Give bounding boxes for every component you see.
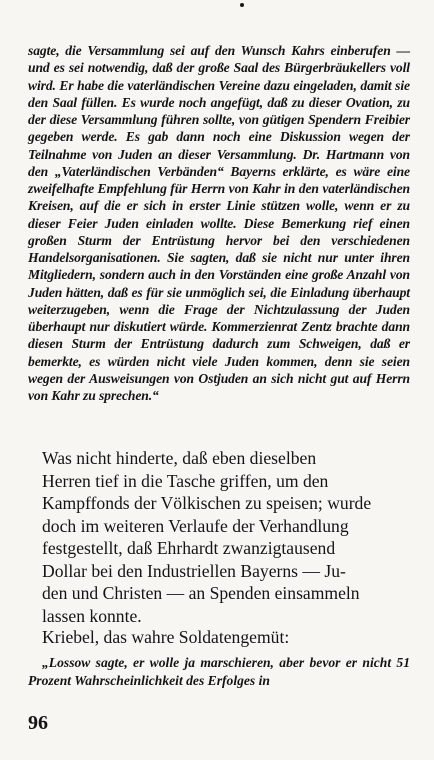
body-paragraph	[28, 447, 410, 627]
book-page	[28, 0, 410, 760]
section-heading: Kriebel, das wahre Soldatengemüt:	[42, 627, 290, 647]
body-line: Dollar bei den Industriellen Bayerns — Ju-	[42, 560, 346, 581]
ink-speck	[240, 3, 244, 7]
body-line: festgestellt, daß Ehrhardt zwanzigtausend	[42, 538, 336, 558]
body-line: Herren tief in die Tasche griffen, um den	[42, 470, 329, 491]
body-line: doch im weiteren Verlaufe der Verhandlung	[42, 515, 349, 536]
body-line: den und Christen — an Spenden einsammeln	[42, 583, 360, 603]
quoted-testimony-2: „Lossow sagte, er wolle ja marschieren, aber bevor er nicht 51 Prozent Wahrscheinlichkeit des Erfolges in	[28, 655, 410, 688]
page-number: 96	[28, 712, 48, 734]
quoted-testimony: sagte, die Versammlung sei auf den Wunsch Kahrs einberufen — und es sei notwendig, daß der große Saal des Bürgerbräukellers voll wird. Er habe die vaterländischen Vereine dazu eingeladen, damit sie den Saal füllen. Es wurde noch angefügt, daß zu dieser Ovation, zu der diese Versammlung führen sollte, von gütigen Spendern Freibier gegeben werde. Es gab dann noch eine Diskussion wegen der Teilnahme von Juden an dieser Versammlung. Dr. Hartmann von den „Vaterländischen Verbänden“ Bayerns erklärte, es wäre eine zweifelhafte Empfehlung für Herrn von Kahr in den vaterländischen Kreisen, auf die er sich in erster Linie stützen wolle, wenn er zu dieser Feier Juden einladen wollte. Diese Bemerkung rief einen großen Sturm der Entrüstung hervor bei den verschiedenen Handelsorganisationen. Sie sagten, daß sie nicht nur unter ihren Mitgliedern, sondern auch in den Vorständen eine große Anzahl von Juden hätten, daß es für sie unmöglich sei, die Einladung überhaupt weiterzugeben, wenn die Frage der Nichtzulassung der Juden überhaupt nur diskutiert würde. Kommerzienrat Zentz brachte dann diesen Sturm der Entrüstung dadurch zum Schweigen, daß er bemerkte, es würden nicht viele Juden kommen, denn sie seien wegen der Ausweisungen von Ostjuden an sich nicht gut auf Herrn von Kahr zu sprechen.“	[28, 43, 410, 403]
body-line: Was nicht hinderte, daß eben dieselben	[42, 448, 317, 468]
body-line: lassen konnte.	[42, 605, 142, 626]
body-line: Kampffonds der Völkischen zu speisen; wurde	[42, 493, 372, 513]
